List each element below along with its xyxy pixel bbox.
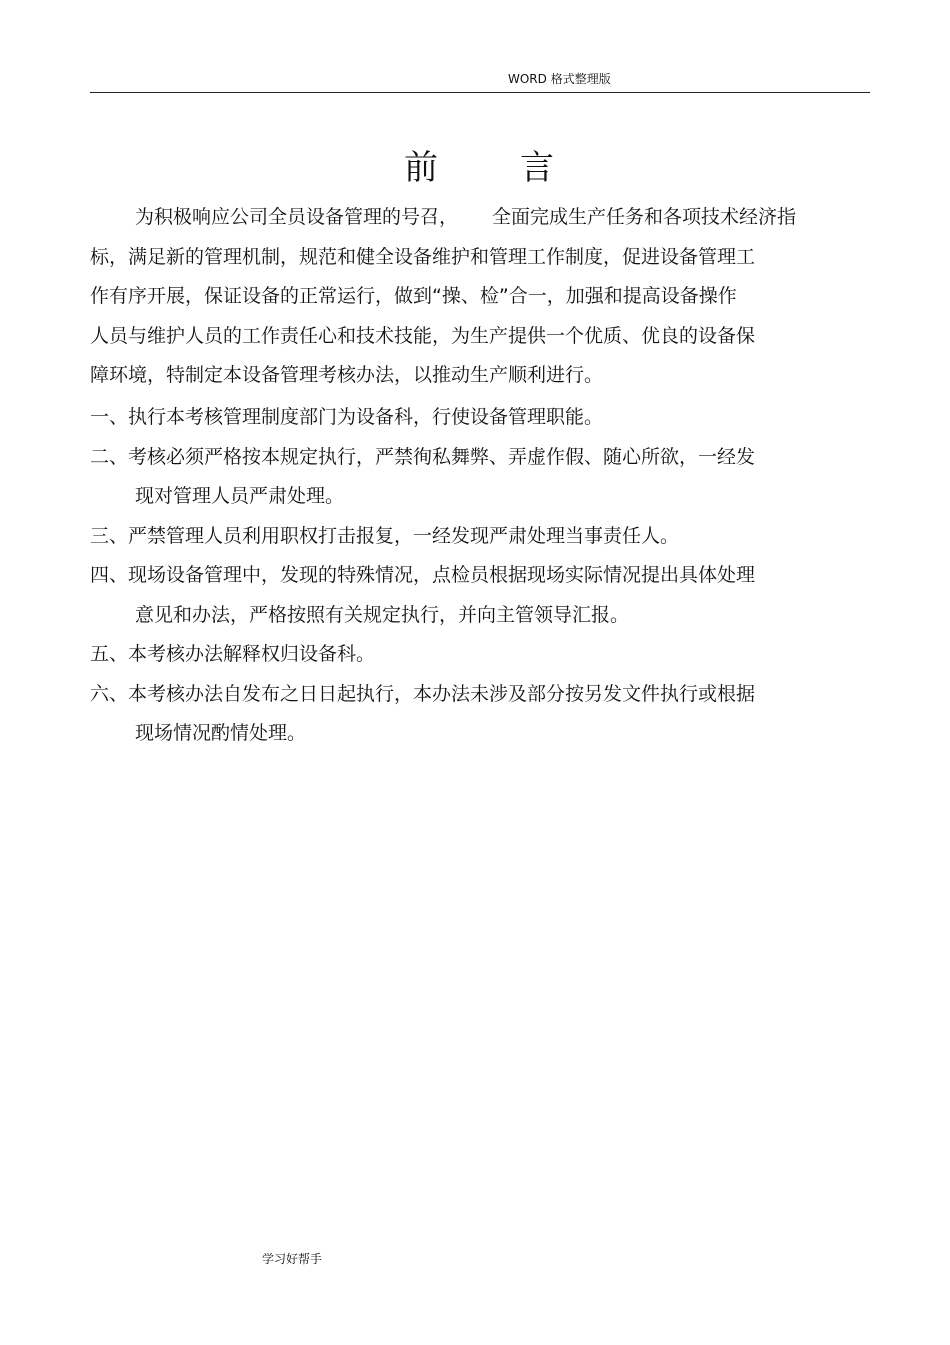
list-item: 五、本考核办法解释权归设备科。 (90, 643, 376, 665)
rules-list (90, 398, 860, 754)
intro-line-text: 全面完成生产任务和各项技术经济指 (492, 206, 797, 228)
list-item: 四、现场设备管理中，发现的特殊情况，点检员根据现场实际情况提出具体处理 (90, 564, 756, 586)
page-footer: 学习好帮手 (262, 1252, 323, 1266)
list-item-continuation: 现对管理人员严肃处理。 (135, 485, 345, 507)
list-item: 二、考核必须严格按本规定执行，严禁徇私舞弊、弄虚作假、随心所欲，一经发 (90, 445, 756, 468)
intro-line-text: 为积极响应公司全员设备管理的号召， (135, 206, 459, 228)
intro-paragraph (90, 198, 860, 396)
list-item-continuation: 意见和办法，严格按照有关规定执行，并向主管领导汇报。 (135, 603, 630, 626)
intro-line: 障环境，特制定本设备管理考核办法，以推动生产顺利进行。 (90, 364, 604, 386)
page-header (90, 66, 870, 93)
intro-line: 人员与维护人员的工作责任心和技术技能，为生产提供一个优质、优良的设备保 (90, 324, 756, 347)
document-title (90, 143, 860, 193)
intro-line (90, 198, 860, 238)
list-item: 三、严禁管理人员利用职权打击报复，一经发现严肃处理当事责任人。 (90, 524, 680, 547)
intro-line: 作有序开展，保证设备的正常运行，做到“操、检”合一，加强和提高设备操作 (90, 285, 737, 307)
list-item-continuation: 现场情况酌情处理。 (135, 722, 307, 744)
list-item: 六、本考核办法自发布之日日起执行，本办法未涉及部分按另发文件执行或根据 (90, 682, 756, 705)
header-text: WORD 格式整理版 (508, 72, 611, 86)
title-char-1: 前 (404, 148, 438, 188)
title-char-2: 言 (520, 148, 554, 188)
intro-line: 标，满足新的管理机制，规范和健全设备维护和管理工作制度，促进设备管理工 (90, 245, 756, 268)
list-item: 一、执行本考核管理制度部门为设备科，行使设备管理职能。 (90, 406, 604, 428)
